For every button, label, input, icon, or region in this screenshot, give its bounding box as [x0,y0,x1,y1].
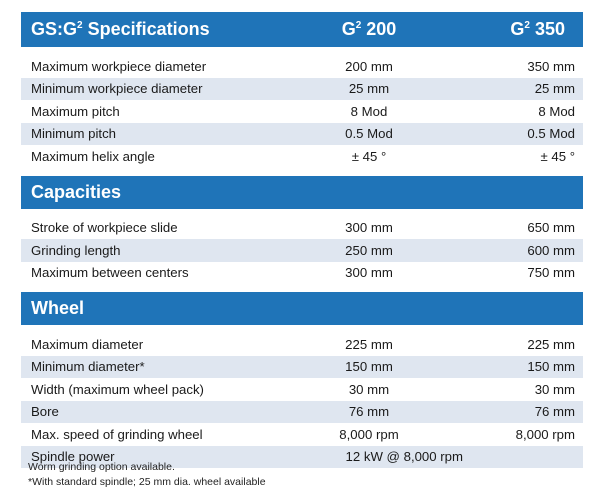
table-row [21,356,583,379]
footnote-worm-grinding: Worm grinding option available. [28,461,175,473]
row-value-g200: 150 mm [345,359,393,375]
header-title: $GS:G^2$ Specifications [31,19,210,39]
row-value-g350: 150 mm [527,359,575,375]
header-col-g200: $G^2$ 200 [341,19,397,39]
row-value-g200: 250 mm [345,242,393,258]
row-value-g350: 30 mm [534,381,575,397]
row-value-spanning: 12 kW @ 8,000 rpm [345,449,463,465]
table-row [21,123,583,146]
row-value-g350: 0.5 Mod [527,126,575,142]
table-row [21,262,583,285]
row-label: Minimum workpiece diameter [31,81,203,97]
footnote-standard-spindle: *With standard spindle; 25 mm dia. wheel available [28,476,266,488]
row-label: Width (maximum wheel pack) [31,381,204,397]
row-value-g200: 0.5 Mod [345,126,393,142]
row-value-g350: ± 45 ° [540,148,575,164]
table-row [21,378,583,401]
table-row [21,145,583,168]
row-label: Grinding length [31,242,121,258]
table-row [21,217,583,240]
table-row [21,78,583,101]
specifications-table [21,12,583,468]
row-value-g200: 300 mm [345,265,393,281]
row-value-g200: 8 Mod [350,103,388,119]
row-label: Maximum workpiece diameter [31,58,207,74]
row-value-g350: 8,000 rpm [515,426,575,442]
row-value-g200: 25 mm [348,81,390,97]
table-row [21,333,583,356]
row-value-g350: 350 mm [527,58,575,74]
row-label: Spindle power [31,449,115,465]
row-value-g350: 225 mm [527,336,575,352]
row-label: Stroke of workpiece slide [31,220,178,236]
row-label: Maximum diameter [31,336,144,352]
row-value-g200: 300 mm [345,220,393,236]
row-label: Maximum pitch [31,103,120,119]
header-col-g350: $G^2$ 350 [510,19,565,39]
table-row [21,423,583,446]
table-row [21,100,583,123]
section-header-wheel: Wheel [21,292,583,325]
row-label: Minimum pitch [31,126,117,142]
row-value-g350: 750 mm [527,265,575,281]
row-label: Bore [31,404,59,420]
table-row [21,401,583,424]
row-value-g200: 76 mm [348,404,390,420]
row-value-g350: 76 mm [534,404,575,420]
table-row [21,55,583,78]
row-value-g200: 30 mm [348,381,390,397]
row-value-g350: 8 Mod [538,103,575,119]
section-header-capacities: Capacities [21,176,583,209]
row-value-g200: 8,000 rpm [339,426,399,442]
row-label: Max. speed of grinding wheel [31,426,203,442]
row-value-g350: 25 mm [534,81,575,97]
table-row [21,239,583,262]
row-label: Maximum between centers [31,265,189,281]
row-label: Maximum helix angle [31,148,155,164]
row-value-g350: 650 mm [527,220,575,236]
footnotes [28,460,266,490]
row-value-g200: 225 mm [345,336,393,352]
row-label: Minimum diameter* [31,359,145,375]
row-value-g350: 600 mm [527,242,575,258]
row-value-g200: 200 mm [345,58,393,74]
table-header [21,12,583,47]
row-value-g200: ± 45 ° [351,148,387,164]
